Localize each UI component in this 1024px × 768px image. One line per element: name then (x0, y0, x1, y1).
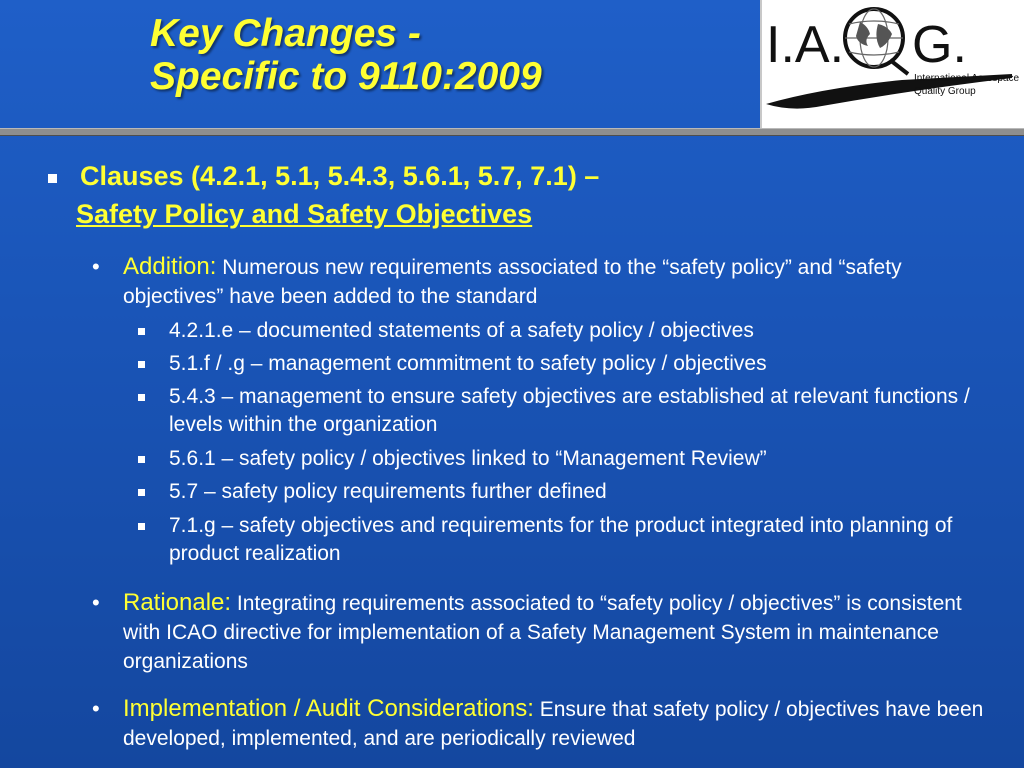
square-bullet-icon (138, 456, 145, 463)
implementation-label: Implementation / Audit Considerations: (123, 695, 534, 722)
globe-icon (845, 9, 908, 74)
rationale-label: Rationale: (123, 589, 232, 616)
slide-title (150, 12, 542, 98)
main-bullet-line-1: Clauses (4.2.1, 5.1, 5.4.3, 5.6.1, 5.7, 7.1) – (80, 161, 600, 191)
addition-item-text: 7.1.g – safety objectives and requirements for the product integrated into planning of product realization (169, 514, 953, 565)
implementation-text: Ensure that safety policy / objectives have been developed, implemented, and are periodically reviewed (123, 698, 984, 750)
iaqg-logo (760, 0, 1024, 128)
logo-org-line-1: International Aerospace (914, 73, 1020, 84)
square-bullet-icon (138, 361, 145, 368)
square-bullet-icon (138, 523, 145, 530)
title-line-1: Key Changes - (150, 12, 421, 55)
dot-bullet-icon: • (92, 254, 100, 279)
slide-header (0, 0, 1024, 128)
dot-bullet-icon: • (92, 590, 100, 615)
addition-item-text: 4.2.1.e – documented statements of a safety policy / objectives (169, 319, 754, 342)
addition-item-text: 5.1.f / .g – management commitment to safety policy / objectives (169, 352, 767, 375)
square-bullet-icon (138, 328, 145, 335)
header-divider (0, 128, 1024, 136)
addition-item-text: 5.4.3 – management to ensure safety objectives are established at relevant functions / levels within the organization (169, 385, 970, 436)
implementation-body (123, 694, 1003, 753)
addition-body (123, 252, 1003, 311)
square-bullet-icon (138, 489, 145, 496)
addition-item-text: 5.6.1 – safety policy / objectives linked to “Management Review” (169, 447, 767, 470)
main-bullet-line-2: Safety Policy and Safety Objectives (76, 199, 533, 229)
logo-org-line-2: Quality Group (914, 86, 976, 97)
logo-letters-right: G. (912, 16, 967, 74)
rationale-text: Integrating requirements associated to “safety policy / objectives” is consistent with ICAO directive for implementation of a Safety Management System in maintenance organizations (123, 592, 962, 673)
rationale-body (123, 588, 1003, 676)
iaqg-logo-graphic (762, 0, 1024, 128)
square-bullet-icon (138, 394, 145, 401)
addition-text: Numerous new requirements associated to the “safety policy” and “safety objectives” have been added to the standard (123, 256, 902, 308)
title-line-2: Specific to 9110:2009 (150, 55, 542, 98)
addition-label: Addition: (123, 253, 217, 280)
dot-bullet-icon: • (92, 696, 100, 721)
logo-letters-left: I.A. (766, 16, 845, 74)
addition-item-text: 5.7 – safety policy requirements further defined (169, 480, 607, 503)
square-bullet-icon (48, 174, 57, 183)
